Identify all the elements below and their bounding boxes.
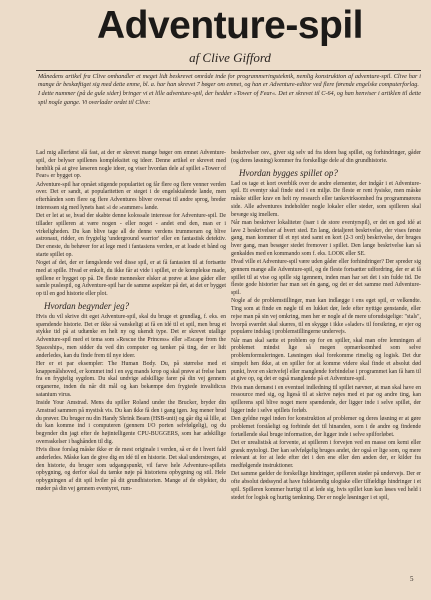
intro-paragraph: I dette nummer (på de gule sider) bringer vi et lille adventure-spil, der hedder »Tower of Fear«. Det er skrevet til C-64, og han henviser i artiklen til dette spil nogle gange. Vi overlader ordet til Clive: — [38, 90, 421, 106]
body-paragraph: Den gyldne regel inden for konstruktion af problemer og deres løsning er at gøre problemet forståeligt og forbinde det til hinanden, som i de andre og findende fortællende skal bruge information, der ligger inde i selve spilforløbet. — [231, 416, 421, 438]
page-number: 5 — [410, 575, 414, 583]
article-intro — [38, 73, 421, 108]
body-paragraph: Hvad ville et Adventure-spil være uden gåder eller forhindringer? Der spreder sig gennem mange alle Adventure-spil, og de fleste fortsætter udfordring, der er at få spillet til at vise og spille sig igennem, inden man har set det i sin fulde tid. De fleste gode historier har man set én gang, og det er det samme med Adventure-spil. — [231, 259, 421, 296]
header-divider — [36, 70, 421, 71]
section-heading: Hvordan begynder jeg? — [44, 300, 130, 311]
body-paragraph: Her er et par eksempler: The Human Body. Du, på størrelse med et knappenålshoved, er kommet ind i en syg mands krop og skal prøve at frelse ham fra en frygtelig sygdom. Du skal undvige adskillige farer på din vej gennem organerne, inden du når dit mål og kan bekæmpe den frygtede invalidicus satanium virus. — [36, 360, 226, 398]
article-byline: af Clive Gifford — [189, 50, 271, 65]
body-paragraph: Inside Your Amstrad. Mens du spiller Roland under the Brucker, bryder din Amstrad sammen på mystisk vis. Du kan ikke få den i gang igen. Jeg mener brud du prøver. Du bruger nu din Handy Shrink Beam (HSB-unit) og går dig så lille, at du kan komme ind i computeren (gennem I/O porten selvfølgelig), og du begynder din jagt efter de højintelligente CPU-BUGGERS, som har adskillige overraskelser i baghånden til dig. — [36, 400, 226, 445]
body-paragraph: Adventure-spil har opnået stigende popularitet og får flere og flere venner verden over. Det er sandt, at popularitetten er steget i de engelsktalende lande, men efterhånden som flere og flere Adventures bliver oversat til andre sprog, breder interessen sig med lynets hast »i de »rammer« lande. — [36, 181, 226, 211]
body-paragraph: Lad os tage et kort overblik over de andre elementer, der indgår i et Adventure-spil. Et eventyr skal finde sted i en miljø. De fleste er rent fysiske, men måske måske stiller krav en helt ny research eller tankevirksomhed fra programmørens side. Alle adventures indeholder nogle lokaler eller steder, som spilleren skal bevæge sig imellem. — [231, 180, 421, 218]
body-paragraph: Hvis du vil skrive dit eget Adventure-spil, skal du bruge et grundlag, f. eks. en spændende historie. Det er ikke så vanskeligt at få en idé til et spil, men brug et stykke tid på at udtænke en helt ny og ukendt type. Det er skrevet utallige Adventure-spil med et tema som »Rescue the Princess« eller »Escape from the Spaceship«, men sidder du ved din computer og tænker på ting, der er lidt anderledes, kan du finde frem til nye ideer. — [36, 313, 226, 359]
body-paragraph: Noget af det, der er fængslende ved disse spil, er at få fantasien til at fortsætte med at spille. Hvad er enkelt, du ikke får at vide i spillet, er de komplekse made, spillene er bygget op på. De fleste mennesker elsker at prøve at løse gåder eller samle puslespil, og Adventure-spil har de samme aspekter på det, at det er bygget op til en god historie eller plot. — [36, 260, 226, 297]
right-column — [231, 150, 421, 503]
body-paragraph: Når man skal sætte et problem op for en spiller, skal man ofre lemningen af problemet mindst lige så megen opmærksomhed som selve problemformuleringen. Løsningen skal forekomme rimelig og logisk. Det dur simpelt hen ikke, at en spiller for at komme videre skal finde et absolut død punkt, hvor en skrivefejl eller manglende forbindelse i programmet kan få ham til at give op, og det er også manglende på et Adventure-spil. — [231, 337, 421, 383]
intro-paragraph: Månedens artikel fra Clive omhandler et meget lidt beskrevet område inde for programmeringsteknik, nemlig konstruktion af adventure-spil. Clive har i mange år beskæftiget sig med dette emne, bl. a. har han skrevet 7 bøger om emnet, og han er Adventure-editor ved flere førende engelske computerforlag. — [38, 73, 421, 89]
body-paragraph: beskrivelser osv., giver sig selv ud fra ideen bag spillet, og forhindringer, gåder (og deres løsning) kommer fra forskellige dele af din grundhistorie. — [231, 150, 421, 164]
article-title: Adventure-spil — [96, 4, 364, 47]
body-paragraph: Når man beskriver lokaliteter (især i de store eventyrspil), er det en god idé at lave 2 beskrivelser af hvert sted. En lang, detaljeret beskrivelse, der vises første gang, man kommer til et nyt sted samt en kort (2-3 ord) beskrivelse, der bruges hver gang, man besøger stedet fremover i spillet. Den lange beskrivelse kan så genkaldes med en kommando som f. eks. LOOK eller SE. — [231, 219, 421, 257]
section-heading: Hvordan bygges spillet op? — [239, 167, 338, 178]
body-paragraph: Lad mig allerførst slå fast, at der er skrevet mange bøger om emnet Adventure-spil, der belyser spillenes kompleksitet og ideer. Denne artikel er skrevet med henblik på at give læseren nogle ideer, og viser hvordan dele af spillet »Tower of Fear« er bygget op. — [36, 150, 226, 180]
body-paragraph: Hvis man dernæst i en eventuel indledning til spillet nævner, at man skal have en ressource med sig, og ligeså til at skrive nøjes med et par og andre ting, kan spillerens spil blive noget mere spændende, der ligger inde i selve spillet, der ligger inde i selve spillets forløb. — [231, 384, 421, 414]
body-paragraph: Det er urealistisk at forvente, at spilleren i forvejen ved en masse om kemi eller græsk mytologi. Der kan selvfølgelig bruges andet, der også er lige som, og mere relevant at for at lede efter det i den ene eller den anden der, er kilder fra medfølgende instruktioner. — [231, 439, 421, 469]
body-paragraph: Det er let at se, hvad der skabte denne kolossale interesse for Adventure-spil. De tillader spilleren at være nogen - eller noget - andet end den, man er i virkeligheden. Du kan blive tage all de denne verdens trummeram og blive astronaut, ridder, en frygtelig 'underground warrior' eller en fantastisk detektiv. Der eneste, du behøver for at lege med i fantasiens verden, er at loade et bånd og starte spillet op. — [36, 213, 226, 258]
body-paragraph: Det samme gælder de forskellige hindringer, spilleren støder på undervejs. Der er ofte absolut dødssynd at have fuldstændig ulogiske eller tilfældige hindringer i et spil. Spilleren kommer hurtigt til at lede sig, hvis spillet kun kan løses ved held i stedet for logisk og hurtig tænkning. Der er nogle løsninger i et spil, — [231, 471, 421, 501]
body-paragraph: Nogle af de problemstillinger, man kan indlægge i ens eget spil, er velkendte. Ting som at finde en nøgle til en lukket dør, lede efter nyttige genstande, eller rejse man på sin vej omkring, men her er nogle af de mere uforudsigelige: "stals", hvorpå sværdet skal skæres, til en skygge i ikke »slader« til forsikring, er ejer og populære indslag i problemstillingerne undervejs. — [231, 298, 421, 336]
left-column — [36, 150, 226, 494]
body-paragraph: Hvis disse forslag måske ikke er de mest originale i verden, så er de i hvert fald anderledes. Måske kan de give dig en idé til en historie. Det skal understreges, at den historie, du bruger som udgangspunkt, vil farve hele Adventure-spillets opbygning, og derfor skal du tænke nøje på historiens opbygning og stil. Hele opbygningen af dit spil hviler på dit grundhistorien. Mange af de objekter, du møder på din vej gennem eventyret, rum- — [36, 447, 226, 492]
